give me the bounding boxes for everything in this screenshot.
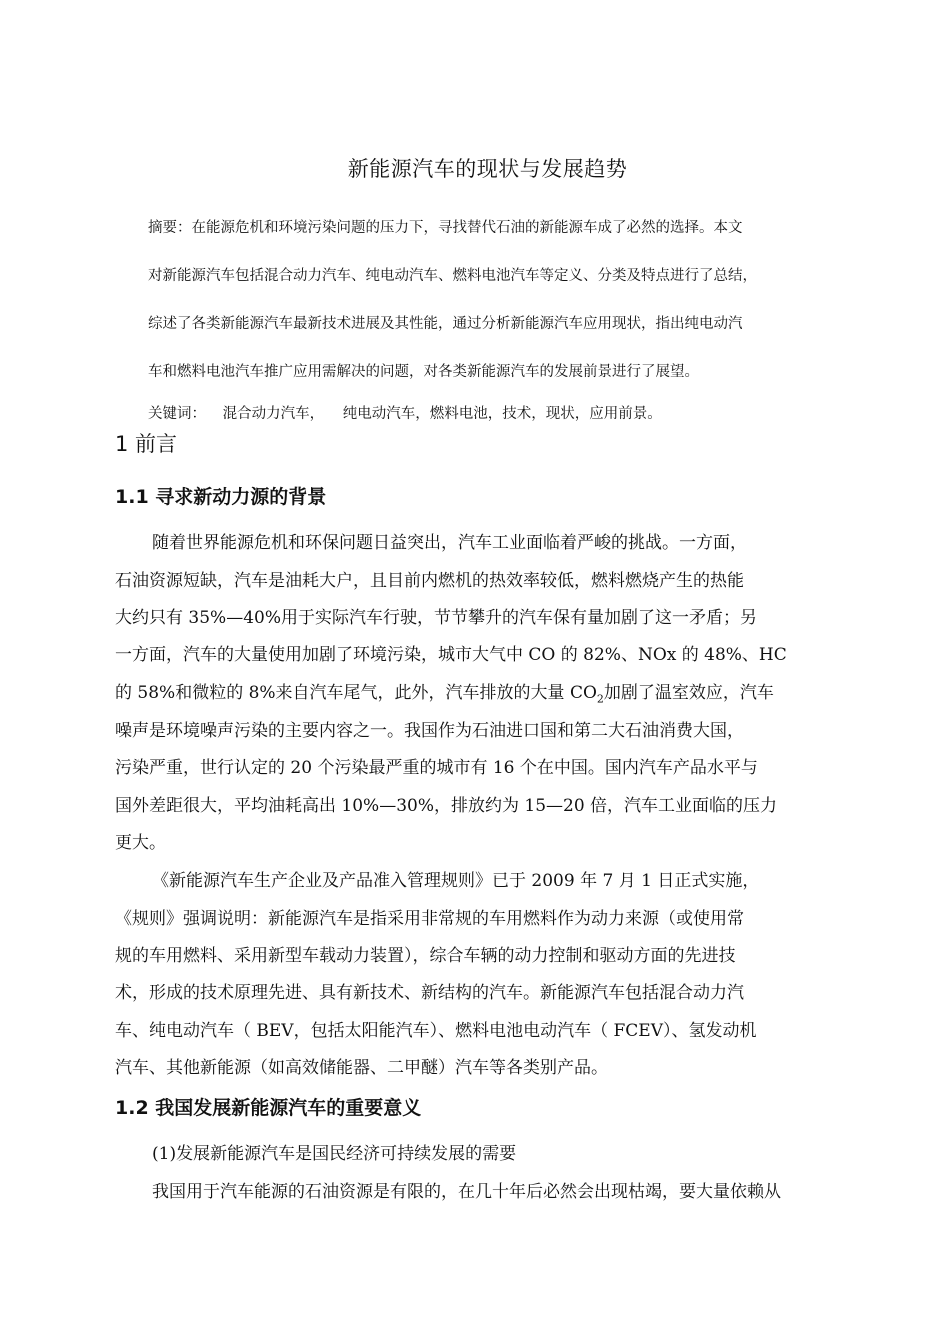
keywords — [148, 402, 666, 423]
body-line: 大约只有 35%—40%用于实际汽车行驶，节节攀升的汽车保有量加剧了这一矛盾；另 — [115, 608, 757, 628]
paper-title: 新能源汽车的现状与发展趋势 — [347, 157, 628, 181]
body-line: 噪声是环境噪声污染的主要内容之一。我国作为石油进口国和第二大石油消费大国， — [115, 721, 744, 741]
body-line-co2 — [115, 678, 774, 705]
body-line: 《新能源汽车生产企业及产品准入管理规则》已于 2009 年 7 月 1 日正式实施， — [152, 871, 760, 891]
body-line: 石油资源短缺，汽车是油耗大户，且目前内燃机的热效率较低，燃料燃烧产生的热能 — [115, 571, 744, 591]
keyword-2: 纯电动汽车，燃料电池，技术，现状，应用前景。 — [342, 406, 662, 422]
body-line: 术，形成的技术原理先进、具有新技术、新结构的汽车。新能源汽车包括混合动力汽 — [115, 983, 744, 1003]
body-line: 一方面，汽车的大量使用加剧了环境污染，城市大气中 CO 的 82%、NOx 的 48%、HC — [115, 645, 787, 665]
body-line: 汽车、其他新能源（如高效储能器、二甲醚）汽车等各类别产品。 — [115, 1058, 608, 1078]
section-heading-1-2: 1.2 我国发展新能源汽车的重要意义 — [115, 1097, 422, 1119]
abstract-line-4: 车和燃料电池汽车推广应用需解决的问题，对各类新能源汽车的发展前景进行了展望。 — [148, 364, 699, 380]
co2-text: 的 58%和微粒的 8%来自汽车尾气，此外，汽车排放的大量 CO — [115, 683, 597, 703]
body-line: 规的车用燃料、采用新型车载动力装置），综合车辆的动力控制和驱动方面的先进技 — [115, 946, 736, 966]
co2-subscript: 2 — [596, 692, 604, 706]
body-line: 《规则》强调说明：新能源汽车是指采用非常规的车用燃料作为动力来源（或使用常 — [115, 909, 744, 929]
keyword-1: 混合动力汽车， — [222, 406, 325, 422]
section-heading-1: 1 前言 — [115, 432, 178, 456]
abstract-line-1: 摘要：在能源危机和环境污染问题的压力下，寻找替代石油的新能源车成了必然的选择。本文 — [148, 220, 743, 236]
list-item-1: (1)发展新能源汽车是国民经济可持续发展的需要 — [152, 1144, 517, 1164]
body-line: 污染严重，世行认定的 20 个污染最严重的城市有 16 个在中国。国内汽车产品水平与 — [115, 758, 758, 778]
body-line: 随着世界能源危机和环保问题日益突出，汽车工业面临着严峻的挑战。一方面， — [152, 533, 747, 553]
keywords-label: 关键词： — [148, 406, 206, 422]
co2-text-after: 加剧了温室效应，汽车 — [603, 683, 774, 703]
body-line: 我国用于汽车能源的石油资源是有限的，在几十年后必然会出现枯竭，要大量依赖从 — [152, 1182, 781, 1202]
body-line: 更大。 — [115, 833, 166, 853]
body-line: 车、纯电动汽车（ BEV，包括太阳能汽车）、燃料电池电动汽车（ FCEV）、氢发动机 — [115, 1021, 757, 1041]
abstract-line-3: 综述了各类新能源汽车最新技术进展及其性能，通过分析新能源汽车应用现状，指出纯电动汽 — [148, 316, 743, 332]
body-line: 国外差距很大，平均油耗高出 10%—30%，排放约为 15—20 倍，汽车工业面临的压力 — [115, 796, 778, 816]
abstract-line-2: 对新能源汽车包括混合动力汽车、纯电动汽车、燃料电池汽车等定义、分类及特点进行了总结， — [148, 268, 757, 284]
section-heading-1-1: 1.1 寻求新动力源的背景 — [115, 486, 327, 508]
